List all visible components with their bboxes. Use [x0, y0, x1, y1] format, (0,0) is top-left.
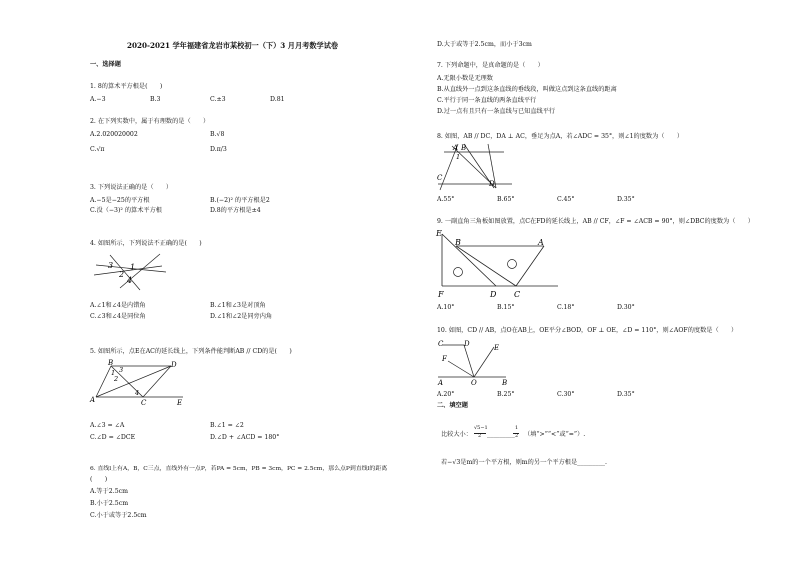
- q11-blank: _________: [487, 431, 515, 438]
- q10-label-d: D: [464, 340, 470, 348]
- q9-label-b: B: [455, 238, 461, 247]
- q4-label-1: 1: [130, 263, 136, 272]
- q6-stem: 6. 直线l上有A，B，C三点，直线外有一点P，若PA = 5cm，PB = 3cm，PC = 2.5cm，那么点P到直线l的距离: [90, 466, 388, 472]
- q5-figure: [88, 358, 188, 406]
- q2-stem: 2. 在下列实数中，属于有理数的是（ ）: [90, 118, 210, 125]
- q7-option-c: C.平行于同一条直线的两条直线平行: [437, 97, 537, 104]
- q5-option-c: C.∠D = ∠DCE: [90, 434, 136, 441]
- q8-label-d: D: [489, 180, 495, 188]
- q8-label-a: A: [453, 144, 459, 152]
- q9-option-b: B.15°: [497, 304, 515, 311]
- q3-option-c: C.没（−3)² 的算术平方根: [90, 207, 162, 214]
- q5-option-b: B.∠1 = ∠2: [210, 422, 244, 429]
- q9-figure: [436, 226, 566, 300]
- q11-half-numerator: 1: [515, 425, 519, 431]
- q3-option-d: D.8的平方根是±4: [210, 207, 261, 214]
- q6-option-d: D.大于或等于2.5cm，而小于3cm: [437, 41, 532, 48]
- q4-option-a: A.∠1和∠4是内错角: [90, 302, 146, 309]
- q1-option-d: D.81: [270, 96, 285, 103]
- q10-stem: 10. 如图，CD // AB，点O在AB上，OE平分∠BOD，OF ⊥ OE，∠D = 110°，则∠AOF的度数是（ ）: [437, 327, 738, 334]
- section-fill-blank: 二、填空题: [437, 402, 468, 409]
- q3-option-a: A.−5是−25的平方根: [90, 197, 150, 204]
- q10-option-a: A.20°: [437, 391, 455, 398]
- q4-option-b: B.∠1和∠3是对顶角: [210, 302, 266, 309]
- q9-label-e: E: [436, 229, 442, 238]
- q12-stem: 若−√3是m的一个平方根，则m的另一个平方根是_________.: [441, 459, 607, 466]
- q9-option-a: A.10°: [437, 304, 455, 311]
- q4-option-d: D.∠1和∠2是同旁内角: [210, 313, 273, 320]
- q8-figure: [436, 140, 516, 192]
- q5-label-2: 2: [114, 375, 119, 383]
- q10-label-o: O: [471, 379, 477, 387]
- q6-option-c: C.小于或等于2.5cm: [90, 512, 147, 519]
- q4-figure: [90, 248, 170, 293]
- q11-half-denominator: 2: [515, 433, 519, 439]
- q6-option-b: B.小于2.5cm: [90, 500, 129, 507]
- q9-label-a: A: [538, 238, 544, 247]
- q7-option-b: B.从直线外一点到这条直线的垂线段，叫做这点到这条直线的距离: [437, 86, 617, 93]
- q5-label-3: 3: [119, 366, 124, 374]
- q4-label-4: 4: [127, 276, 133, 285]
- q4-label-2: 2: [119, 270, 125, 279]
- q10-option-b: B.25°: [497, 391, 515, 398]
- q6-stem-cont: ( ): [90, 476, 108, 483]
- q8-option-d: D.35°: [617, 196, 635, 203]
- q11-prefix: 比较大小：: [441, 431, 472, 438]
- q7-option-a: A.无限小数是无理数: [437, 75, 493, 82]
- q1-option-b: B.3: [150, 96, 161, 103]
- q5-label-c: C: [141, 399, 147, 407]
- q5-option-a: A.∠3 = ∠A: [90, 422, 125, 429]
- q8-label-c: C: [437, 174, 443, 182]
- q7-stem: 7. 下列命题中，是真命题的是（ ）: [437, 62, 544, 69]
- q5-label-a: A: [90, 396, 96, 404]
- q8-stem: 8. 如图，AB // DC，DA ⊥ AC，垂足为点A，若∠ADC = 35°，则∠1的度数为（ ）: [437, 133, 684, 140]
- q5-stem: 5. 如图所示，点E在AC的延长线上，下列条件能判断AB // CD的是( ): [90, 348, 292, 355]
- q2-option-d: D.π/3: [210, 146, 227, 153]
- q2-option-b: B.√8: [210, 131, 225, 138]
- q5-label-e: E: [177, 399, 183, 407]
- q8-label-1: 1: [456, 153, 461, 161]
- q5-option-d: D.∠D + ∠ACD = 180°: [210, 434, 280, 441]
- q4-stem: 4. 如图所示，下列说法不正确的是( ): [90, 240, 202, 247]
- q4-option-c: C.∠3和∠4是同位角: [90, 313, 146, 320]
- q10-label-a: A: [438, 379, 444, 387]
- q5-label-d: D: [171, 361, 177, 369]
- q8-label-b: B: [461, 144, 467, 152]
- q2-option-c: C.√π: [90, 146, 105, 153]
- q1-stem: 1. 8的算术平方根是( ): [90, 83, 163, 90]
- q9-option-c: C.18°: [557, 304, 575, 311]
- q10-label-c: C: [438, 340, 444, 348]
- section-choice: 一、选择题: [90, 61, 121, 68]
- q9-label-f: F: [438, 290, 444, 299]
- q10-option-c: C.30°: [557, 391, 575, 398]
- q10-label-e: E: [494, 344, 500, 352]
- q11-suffix: （填“>”“<”或“=”）.: [524, 431, 586, 438]
- q9-label-c: C: [514, 290, 521, 299]
- q5-label-1: 1: [111, 369, 116, 377]
- q3-stem: 3. 下列说法正确的是（ ）: [90, 184, 173, 191]
- page-title: 2020-2021 学年福建省龙岩市某校初一（下）3 月月考数学试卷: [127, 41, 339, 50]
- q2-option-a: A.2.020020002: [90, 131, 138, 138]
- q10-label-f: F: [442, 355, 447, 363]
- q10-label-b: B: [502, 379, 508, 387]
- q11-fraction-denominator: 2: [478, 433, 482, 439]
- q5-label-4: 4: [135, 389, 140, 397]
- q9-stem: 9. 一副直角三角板如图放置，点C在FD的延长线上，AB // CF，∠F = ∠ACB = 90°，则∠DBC的度数为（ ）: [437, 218, 754, 225]
- q6-option-a: A.等于2.5cm: [90, 488, 128, 495]
- q1-option-a: A.−3: [90, 96, 106, 103]
- q1-option-c: C.±3: [210, 96, 226, 103]
- q10-figure: [436, 337, 516, 387]
- q8-option-b: B.65°: [497, 196, 515, 203]
- q3-option-b: B.(−2)² 的平方根是2: [210, 197, 270, 204]
- q7-option-d: D.过一点有且只有一条直线与已知直线平行: [437, 108, 556, 115]
- q10-option-d: D.35°: [617, 391, 635, 398]
- q8-option-c: C.45°: [557, 196, 575, 203]
- q5-label-b: B: [108, 359, 114, 367]
- q11-fraction-numerator: √5−1: [474, 425, 488, 431]
- q9-option-d: D.30°: [617, 304, 635, 311]
- q4-label-3: 3: [108, 261, 114, 270]
- q9-label-d: D: [490, 290, 497, 299]
- q8-option-a: A.55°: [437, 196, 455, 203]
